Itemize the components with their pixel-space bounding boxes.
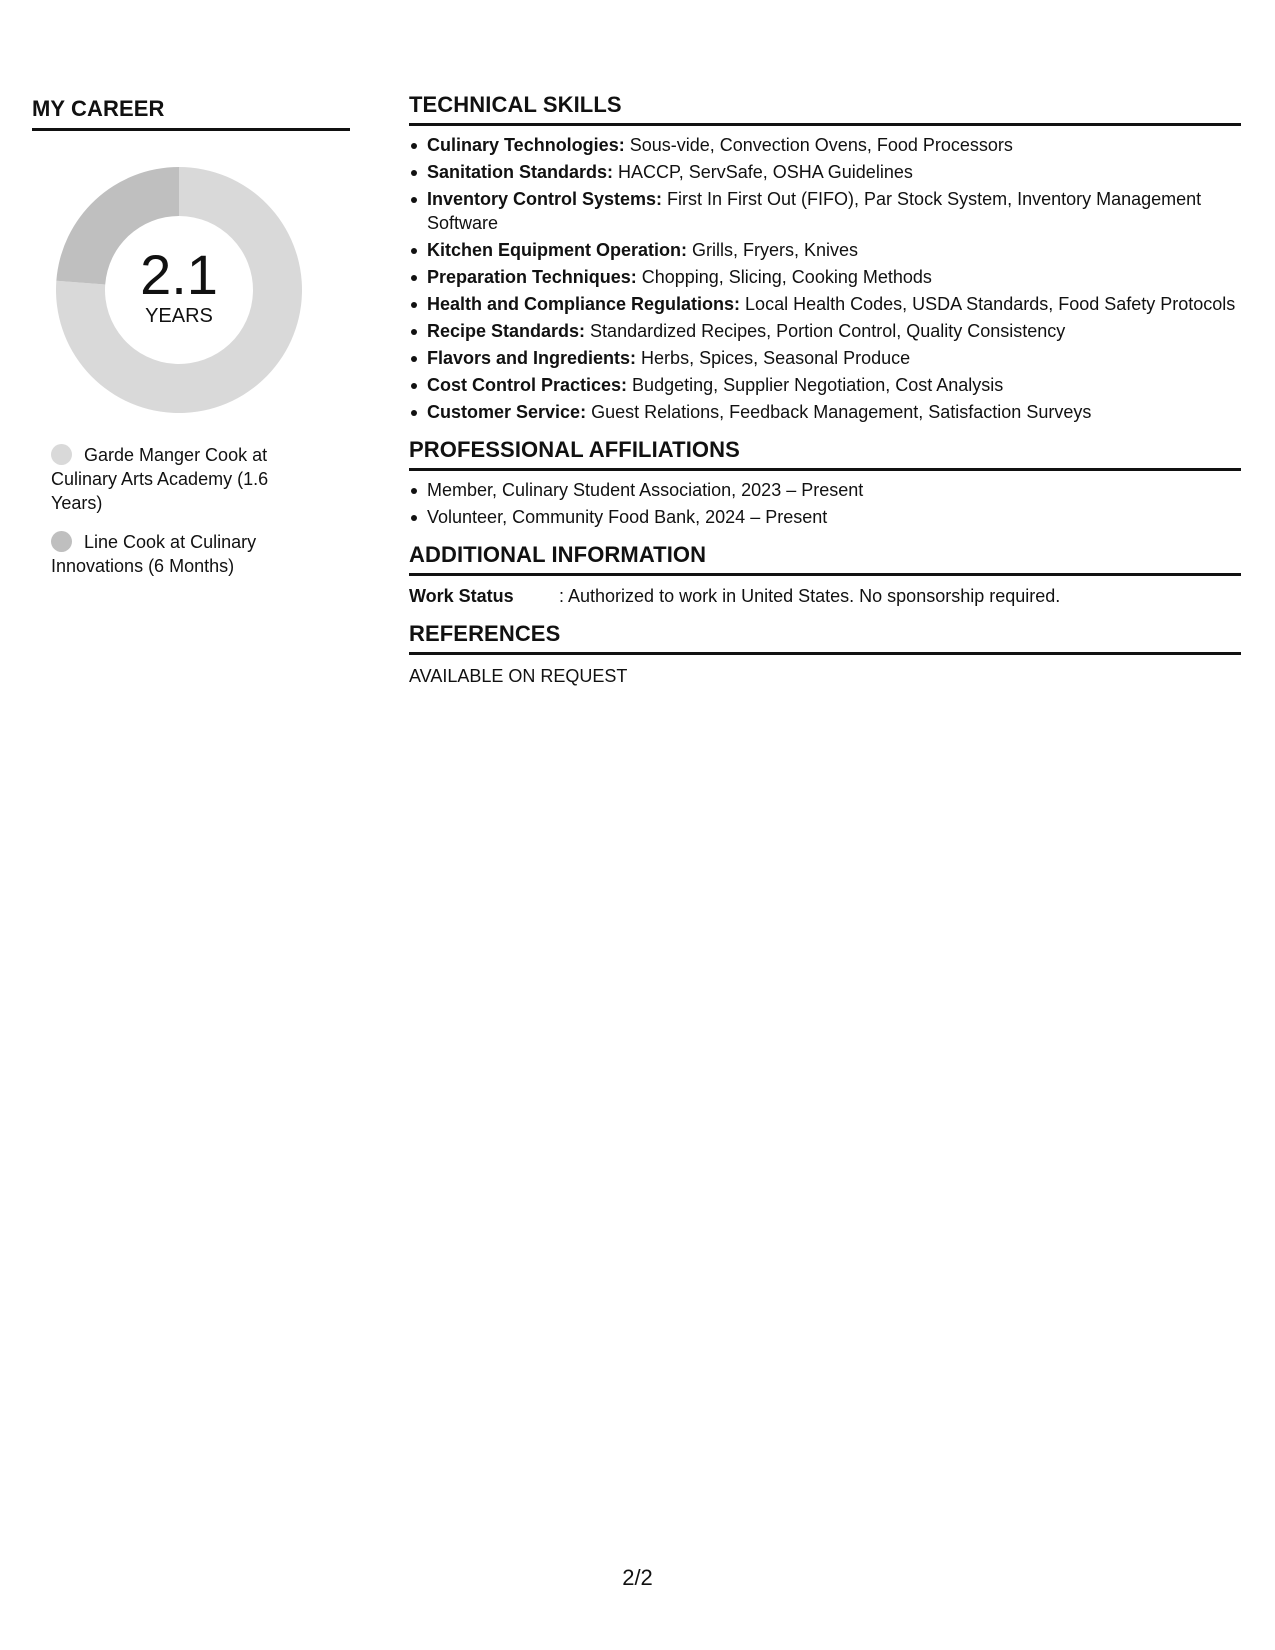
total-years-unit: YEARS — [145, 305, 213, 327]
list-item — [427, 133, 1241, 157]
legend-dot-icon — [51, 444, 72, 465]
skill-label: Flavors and Ingredients: — [427, 348, 637, 368]
skill-label: Sanitation Standards: — [427, 162, 614, 182]
career-donut-chart — [54, 165, 304, 415]
list-item — [427, 265, 1241, 289]
technical-skills-section — [409, 92, 1241, 424]
section-title: PROFESSIONAL AFFILIATIONS — [409, 437, 1241, 471]
page-number: 2/2 — [622, 1565, 653, 1590]
affiliations-list — [409, 478, 1241, 529]
legend-item — [51, 530, 301, 578]
skills-list — [409, 133, 1241, 424]
section-title: REFERENCES — [409, 621, 1241, 655]
work-status-label: Work Status — [409, 586, 514, 606]
list-item: Member, Culinary Student Association, 2023 – Present — [427, 478, 1241, 502]
list-item — [427, 319, 1241, 343]
skill-text: Budgeting, Supplier Negotiation, Cost Analysis — [627, 375, 1004, 395]
skill-label: Preparation Techniques: — [427, 267, 637, 287]
affiliations-section — [409, 437, 1241, 529]
references-text: AVAILABLE ON REQUEST — [409, 666, 628, 686]
skill-label: Cost Control Practices: — [427, 375, 628, 395]
work-status-value: : Authorized to work in United States. No sponsorship required. — [559, 586, 1061, 606]
list-item — [427, 373, 1241, 397]
skill-text: Standardized Recipes, Portion Control, Quality Consistency — [585, 321, 1066, 341]
list-item — [427, 346, 1241, 370]
list-item — [427, 238, 1241, 262]
skill-text: Local Health Codes, USDA Standards, Food Safety Protocols — [740, 294, 1236, 314]
career-title: MY CAREER — [32, 96, 350, 131]
references-section — [409, 621, 1241, 688]
legend-label: Line Cook at Culinary Innovations (6 Months) — [51, 532, 257, 576]
list-item — [427, 160, 1241, 184]
skill-label: Inventory Control Systems: — [427, 189, 663, 209]
additional-info-section — [409, 542, 1241, 608]
total-years-value: 2.1 — [140, 243, 218, 306]
skill-text: Herbs, Spices, Seasonal Produce — [636, 348, 911, 368]
skill-text: Chopping, Slicing, Cooking Methods — [636, 267, 932, 287]
list-item: Volunteer, Community Food Bank, 2024 – Present — [427, 505, 1241, 529]
skill-text: HACCP, ServSafe, OSHA Guidelines — [613, 162, 913, 182]
work-status-row — [409, 584, 1241, 608]
legend-label: Garde Manger Cook at Culinary Arts Academy (1.6 Years) — [51, 445, 269, 513]
skill-text: First In First Out (FIFO), Par Stock System, Inventory Management Software — [427, 189, 1202, 233]
skill-text: Grills, Fryers, Knives — [687, 240, 859, 260]
section-title: ADDITIONAL INFORMATION — [409, 542, 1241, 576]
legend-item — [51, 443, 301, 515]
legend-dot-icon — [51, 531, 72, 552]
list-item — [427, 400, 1241, 424]
skill-label: Recipe Standards: — [427, 321, 586, 341]
skill-label: Culinary Technologies: — [427, 135, 625, 155]
skill-text: Guest Relations, Feedback Management, Satisfaction Surveys — [586, 402, 1092, 422]
career-legend — [51, 443, 301, 578]
main-content — [409, 92, 1241, 701]
career-panel — [32, 96, 350, 593]
donut-center — [54, 165, 304, 415]
section-title: TECHNICAL SKILLS — [409, 92, 1241, 126]
skill-text: Sous-vide, Convection Ovens, Food Processors — [624, 135, 1013, 155]
skill-label: Kitchen Equipment Operation: — [427, 240, 688, 260]
list-item — [427, 187, 1241, 235]
skill-label: Customer Service: — [427, 402, 587, 422]
list-item — [427, 292, 1241, 316]
skill-label: Health and Compliance Regulations: — [427, 294, 741, 314]
